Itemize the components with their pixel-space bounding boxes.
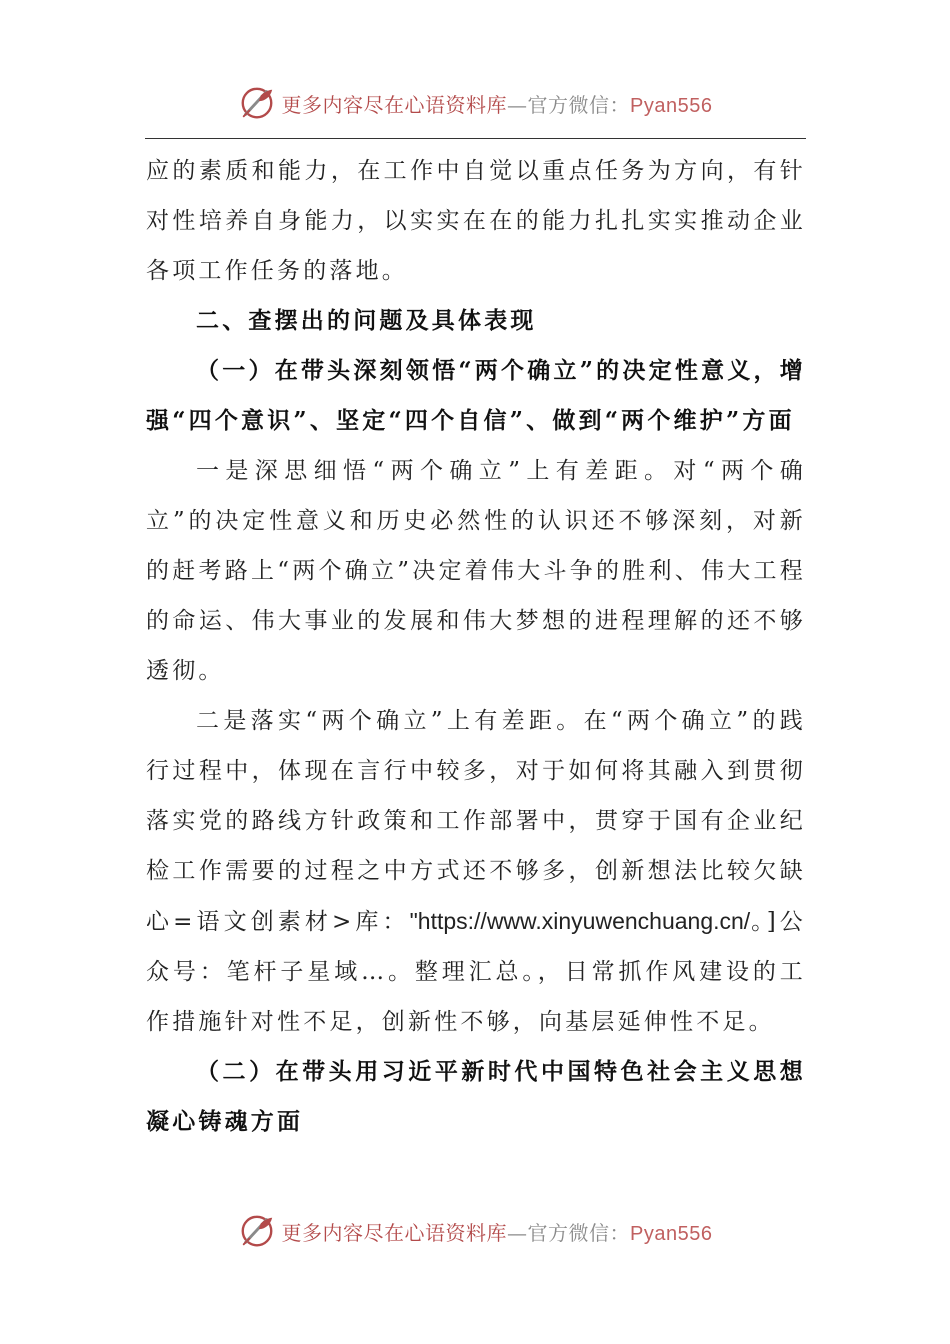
inline-url: "https://www.xinyuwenchuang.cn/	[409, 908, 751, 934]
watermark-wechat-label: 官方微信：	[527, 92, 631, 117]
watermark-wechat-id: Pyan556	[630, 94, 713, 117]
footer-watermark	[0, 1206, 950, 1256]
document-body	[146, 146, 806, 1147]
watermark-dash: —	[507, 1220, 528, 1245]
watermark-wechat-label: 官方微信：	[527, 1220, 631, 1245]
paragraph-point-two-start: 二是落实“两个确立”上有差距。在“两个确立”的践行过程中，体现在言行中较多，对于如何将其融入到贯彻落实党的路线方针政策和工作部署中，贯穿于国有企业纪检工作需要的过程之中方式还不够多，创新想法比较欠缺心=语文创素材>库：	[146, 708, 806, 935]
watermark-main-text: 更多内容尽在心语资料库	[281, 1220, 508, 1245]
paragraph-point-one: 一是深思细悟“两个确立”上有差距。对“两个确立”的决定性意义和历史必然性的认识还不够深刻，对新的赶考路上“两个确立”决定着伟大斗争的胜利、伟大工程的命运、伟大事业的发展和伟大梦想的进程理解的还不够透彻。	[146, 458, 806, 684]
watermark-dash: —	[507, 92, 528, 117]
subsection-heading-two: （二）在带头用习近平新时代中国特色社会主义思想凝心铸魂方面	[146, 1058, 806, 1135]
paragraph-point-two	[146, 696, 806, 1047]
header-watermark	[0, 78, 950, 128]
subsection-heading-one: （一）在带头深刻领悟“两个确立”的决定性意义，增强“四个意识”、坚定“四个自信”、做到“两个维护”方面	[146, 357, 806, 434]
quill-logo-icon	[238, 1212, 276, 1250]
paragraph-point-two-end: 。]公众号：笔杆子星域…。整理汇总。，日常抓作风建设的工作措施针对性不足，创新性不够，向基层延伸性不足。	[146, 909, 806, 1035]
watermark	[238, 84, 713, 122]
watermark-wechat-id: Pyan556	[630, 1222, 713, 1245]
paragraph-continued: 应的素质和能力，在工作中自觉以重点任务为方向，有针对性培养自身能力，以实实在在的能力扎扎实实推动企业各项工作任务的落地。	[146, 158, 806, 284]
watermark	[238, 1212, 713, 1250]
header-rule	[145, 138, 806, 139]
section-heading-two: 二、查摆出的问题及具体表现	[196, 307, 537, 334]
quill-logo-icon	[238, 84, 276, 122]
watermark-main-text: 更多内容尽在心语资料库	[281, 92, 508, 117]
